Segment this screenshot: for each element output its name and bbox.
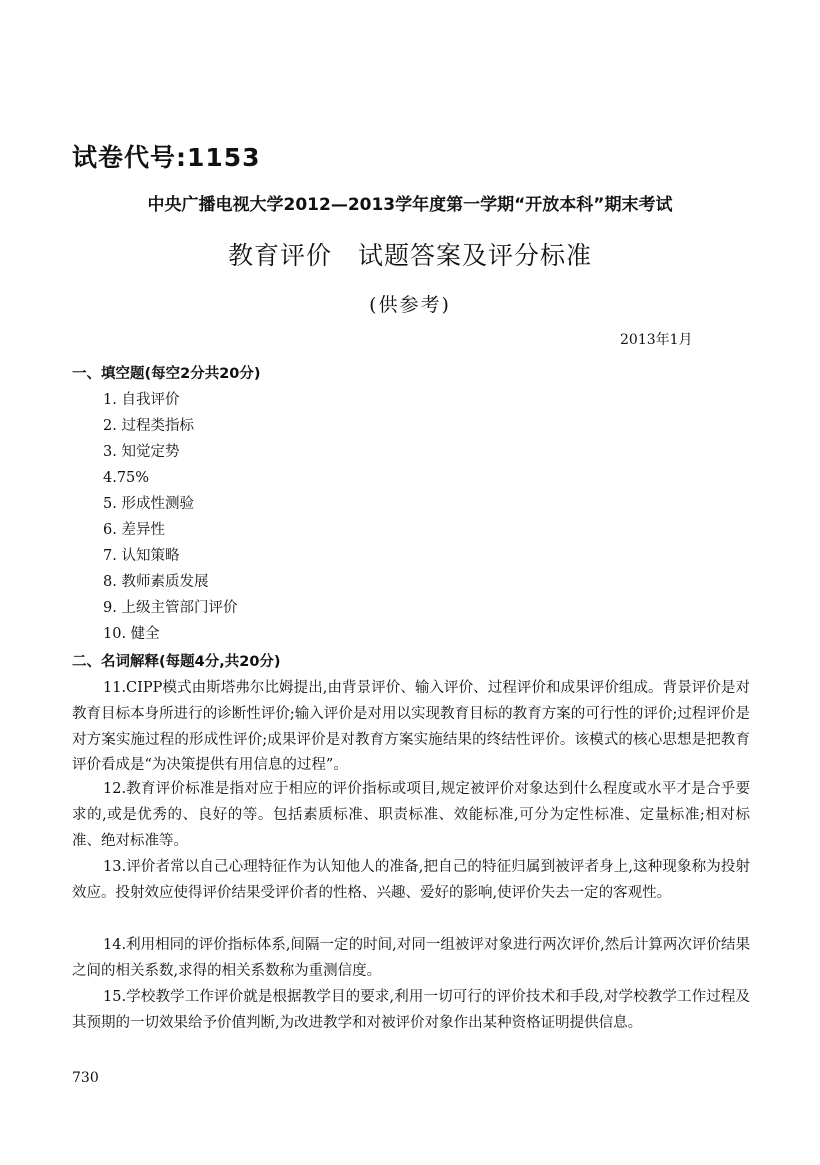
page-number: 730 — [72, 1070, 99, 1086]
answer-item: 4.75% — [103, 470, 150, 486]
section-heading-definitions: 二、名词解释(每题4分,共20分) — [72, 654, 281, 670]
fill-in-answer-list — [103, 387, 237, 647]
answer-item: 6. 差异性 — [103, 522, 165, 538]
definition-paragraph: 11.CIPP模式由斯塔弗尔比姆提出,由背景评价、输入评价、过程评价和成果评价组成。背景评价是对教育目标本身所进行的诊断性评价;输入评价是对用以实现教育目标的教育方案的可行性的评价;过程评价是对方案实施过程的形成性评价;成果评价是对教育方案实施结果的终结性评价。该模式的核心思想是把教育评价看成是“为决策提供有用信息的过程”。 — [72, 680, 750, 774]
exam-date: 2013年1月 — [620, 332, 693, 348]
answer-item: 7. 认知策略 — [103, 548, 180, 564]
answer-item: 5. 形成性测验 — [103, 496, 194, 512]
section-heading-fill-in: 一、填空题(每空2分共20分) — [72, 366, 261, 382]
answer-item: 2. 过程类指标 — [103, 418, 194, 434]
exam-title: 中央广播电视大学2012—2013学年度第一学期“开放本科”期末考试 — [147, 195, 673, 215]
answer-item: 10. 健全 — [103, 626, 160, 642]
answer-item: 9. 上级主管部门评价 — [103, 600, 238, 616]
exam-code: 试卷代号:1153 — [72, 143, 261, 172]
reference-note: (供参考) — [369, 294, 451, 316]
answer-item: 1. 自我评价 — [103, 392, 180, 408]
definition-paragraph: 14.利用相同的评价指标体系,间隔一定的时间,对同一组被评对象进行两次评价,然后计算两次评价结果之间的相关系数,求得的相关系数称为重测信度。 — [72, 937, 750, 979]
definition-paragraph: 12.教育评价标准是指对应于相应的评价指标或项目,规定被评价对象达到什么程度或水平才是合乎要求的,或是优秀的、良好的等。包括素质标准、职责标准、效能标准,可分为定性标准、定量标准;相对标准、绝对标准等。 — [72, 781, 750, 849]
answer-item: 8. 教师素质发展 — [103, 574, 209, 590]
definition-paragraph: 13.评价者常以自己心理特征作为认知他人的准备,把自己的特征归属到被评者身上,这种现象称为投射效应。投射效应使得评价结果受评价者的性格、兴趣、爱好的影响,使评价失去一定的客观性。 — [72, 859, 750, 901]
definition-paragraph: 15.学校教学工作评价就是根据教学目的要求,利用一切可行的评价技术和手段,对学校教学工作过程及其预期的一切效果给予价值判断,为改进教学和对被评价对象作出某种资格证明提供信息。 — [72, 989, 750, 1031]
answer-item: 3. 知觉定势 — [103, 444, 180, 460]
subject-title: 教育评价 试题答案及评分标准 — [227, 241, 592, 270]
